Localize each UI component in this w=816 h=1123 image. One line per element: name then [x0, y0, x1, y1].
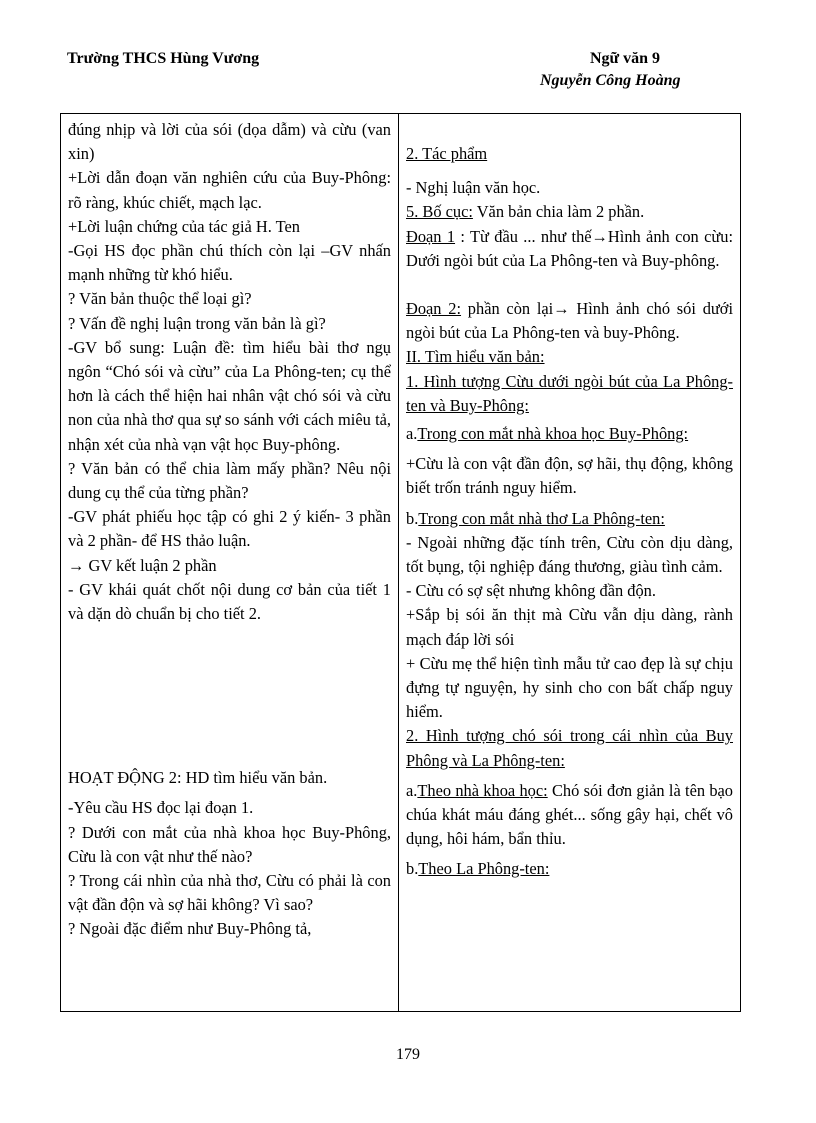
- spacer: [406, 273, 733, 297]
- text-line: +Lời luận chứng của tác giả H. Ten: [68, 216, 300, 236]
- doan2-text: phần còn lại→ Hình ảnh chó sói dưới ngòi bút của La Phông-ten và buy-Phông.: [406, 299, 733, 343]
- text-line: - Cừu có sợ sệt nhưng không đần độn.: [406, 581, 656, 601]
- question-line: ? Văn bản có thể chia làm mấy phần? Nêu nội dung cụ thể của từng phần?: [68, 458, 391, 503]
- content-column: [399, 114, 741, 1012]
- c-text: Chó sói đơn giản là tên bạo chúa khát máu đáng ghét... sống gây hại, chết vô dụng, hôi hám, bẩn thỉu.: [406, 780, 733, 849]
- doan1-text: : Từ đầu ... như thế→Hình ảnh con cừu: Dưới ngòi bút của La Phông-ten và Buy-phông.: [406, 226, 733, 270]
- text-line: +Sắp bị sói ăn thịt mà Cừu vẫn dịu dàng, rành mạch đáp lời sói: [406, 605, 733, 649]
- spacer: [406, 118, 733, 142]
- question-line: ? Vấn đề nghị luận trong văn bản là gì?: [68, 313, 326, 333]
- text-line: -Yêu cầu HS đọc lại đoạn 1.: [68, 798, 254, 818]
- bo-cuc-label: 5. Bố cục:: [406, 202, 473, 222]
- b-heading: [406, 507, 733, 531]
- doan1-line: [406, 225, 733, 273]
- d-heading: [406, 857, 733, 881]
- heading-tac-pham: 2. Tác phẩm: [406, 144, 488, 163]
- text-line: -GV bổ sung: Luận đề: tìm hiểu bài thơ ngụ ngôn “Chó sói và cừu” của La Phông-ten; cụ thể hơn là cách thể hiện hai nhân vật chó sói và cừu non của nhà thơ qua sự so sánh với cách miêu tả, nhận xét của nhà vạn vật học Buy-phông.: [68, 337, 391, 454]
- subject-label: Ngữ văn 9: [590, 50, 661, 67]
- bo-cuc-line: [406, 200, 733, 224]
- c-title: Theo nhà khoa học:: [417, 780, 548, 800]
- bo-cuc-text: Văn bản chia làm 2 phần.: [472, 202, 645, 222]
- text-line: - GV khái quát chốt nội dung cơ bản của tiết 1 và dặn dò chuẩn bị cho tiết 2.: [68, 579, 391, 624]
- text-line: - Nghị luận văn học.: [406, 178, 541, 198]
- text-line: -Gọi HS đọc phần chú thích còn lại –GV nhấn mạnh những từ khó hiểu.: [68, 241, 391, 285]
- question-line: ? Dưới con mắt của nhà khoa học Buy-Phông, Cừu là con vật như thế nào?: [68, 822, 391, 866]
- d-prefix: b.: [406, 859, 419, 879]
- text-line: +Lời dẫn đoạn văn nghiên cứu của Buy-Phông: rõ ràng, khúc chiết, mạch lạc.: [68, 168, 391, 212]
- sub-heading: 1. Hình tượng Cừu dưới ngòi bút của La Phông-ten và Buy-Phông:: [406, 371, 733, 415]
- spacer: [68, 626, 391, 766]
- page-number: 179: [396, 1046, 420, 1063]
- b-title: Trong con mắt nhà thơ La Phông-ten:: [418, 508, 665, 528]
- text-line: -GV phát phiếu học tập có ghi 2 ý kiến- 3 phần và 2 phần- để HS thảo luận.: [68, 507, 391, 551]
- a-heading: [406, 422, 733, 446]
- sub-heading: 2. Hình tượng chó sói trong cái nhìn của Buy Phông và La Phông-ten:: [406, 726, 733, 770]
- text-line: đúng nhịp và lời của sói (dọa dẫm) và cừu (van xin): [68, 120, 391, 164]
- question-line: ? Văn bản thuộc thể loại gì?: [68, 289, 252, 309]
- c-paragraph: [406, 779, 733, 852]
- school-name: Trường THCS Hùng Vương: [67, 50, 260, 67]
- text-line: → GV kết luận 2 phần: [68, 555, 217, 575]
- b-prefix: b.: [406, 508, 419, 528]
- doan2-label: Đoạn 2:: [406, 299, 462, 319]
- doan1-label: Đoạn 1: [406, 226, 456, 246]
- text-line: - Ngoài những đặc tính trên, Cừu còn dịu dàng, tốt bụng, tội nghiệp đáng thương, giàu tình cảm.: [406, 532, 733, 577]
- author-name: Nguyễn Công Hoàng: [540, 72, 681, 89]
- c-prefix: a.: [406, 780, 418, 800]
- spacer: [406, 166, 733, 176]
- text-line: + Cừu mẹ thể hiện tình mẫu tử cao đẹp là sự chịu đựng tự nguyện, hy sinh cho con bất chấp nguy hiểm.: [406, 653, 733, 722]
- text-line: +Cừu là con vật đần độn, sợ hãi, thụ động, không biết trốn tránh nguy hiểm.: [406, 454, 733, 498]
- a-prefix: a.: [406, 424, 418, 444]
- doan2-line: [406, 297, 733, 345]
- activity-title: HOẠT ĐỘNG 2: HD tìm hiểu văn bản.: [68, 768, 328, 788]
- lesson-table: [60, 113, 741, 1012]
- teacher-activity-column: [61, 114, 399, 1012]
- question-line: ? Ngoài đặc điểm như Buy-Phông tả,: [68, 919, 312, 939]
- section-heading: II. Tìm hiểu văn bản:: [406, 347, 545, 367]
- question-line: ? Trong cái nhìn của nhà thơ, Cừu có phải là con vật đần độn và sợ hãi không? Vì sao?: [68, 871, 391, 915]
- d-title: Theo La Phông-ten:: [418, 859, 550, 879]
- a-title: Trong con mắt nhà khoa học Buy-Phông:: [417, 424, 689, 444]
